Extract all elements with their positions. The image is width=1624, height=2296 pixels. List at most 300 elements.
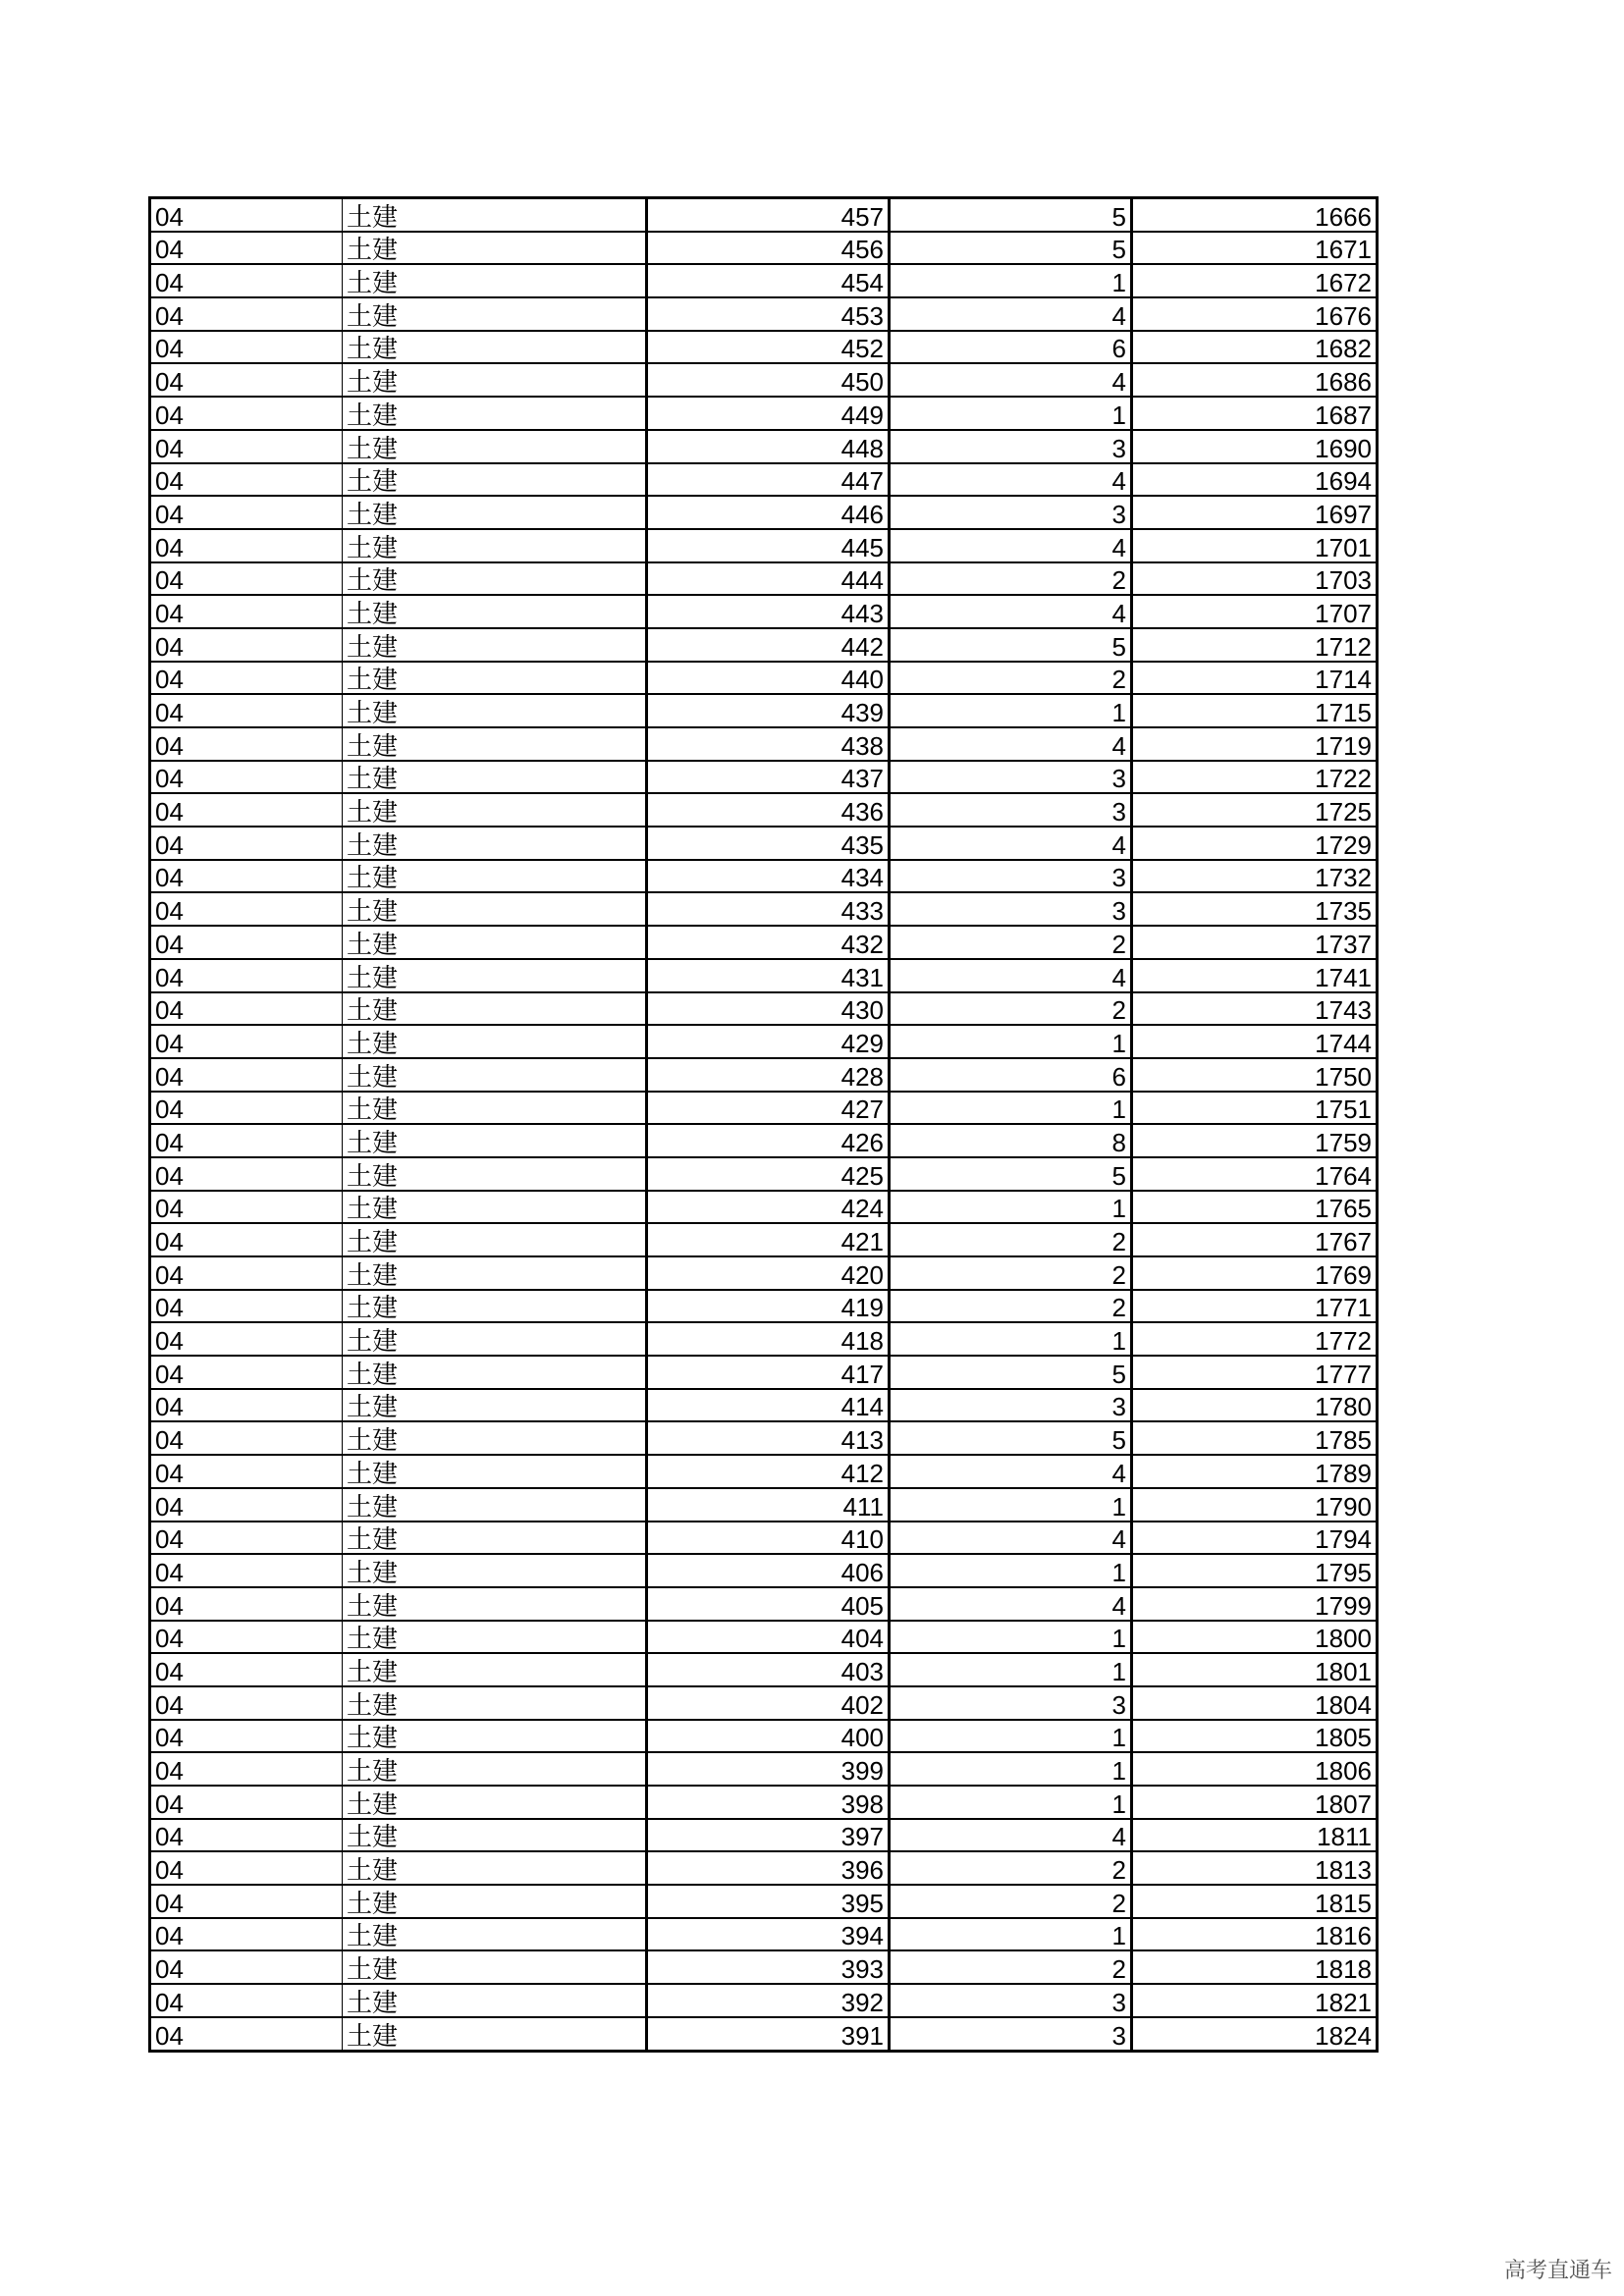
table-row <box>150 1223 1378 1256</box>
subject-cell: 土建 <box>343 232 647 265</box>
score-cell: 436 <box>647 793 890 827</box>
subject-cell: 土建 <box>343 595 647 628</box>
category-code-cell: 04 <box>150 397 343 430</box>
subject-cell: 土建 <box>343 1290 647 1323</box>
cumulative-cell: 1769 <box>1132 1256 1378 1290</box>
cumulative-cell: 1821 <box>1132 1984 1378 2017</box>
count-cell: 4 <box>890 827 1132 860</box>
cumulative-cell: 1777 <box>1132 1356 1378 1389</box>
count-cell: 6 <box>890 1058 1132 1092</box>
table-row <box>150 827 1378 860</box>
score-cell: 419 <box>647 1290 890 1323</box>
table-row <box>150 1389 1378 1422</box>
cumulative-cell: 1807 <box>1132 1786 1378 1819</box>
subject-cell: 土建 <box>343 662 647 695</box>
count-cell: 5 <box>890 1356 1132 1389</box>
count-cell: 1 <box>890 1092 1132 1125</box>
score-table-container <box>148 196 1376 2053</box>
score-cell: 440 <box>647 662 890 695</box>
count-cell: 4 <box>890 595 1132 628</box>
table-row <box>150 430 1378 463</box>
subject-cell: 土建 <box>343 1157 647 1191</box>
category-code-cell: 04 <box>150 1356 343 1389</box>
cumulative-cell: 1715 <box>1132 694 1378 727</box>
count-cell: 1 <box>890 1488 1132 1522</box>
subject-cell: 土建 <box>343 827 647 860</box>
score-cell: 391 <box>647 2017 890 2051</box>
subject-cell: 土建 <box>343 628 647 662</box>
score-cell: 454 <box>647 264 890 297</box>
score-cell: 425 <box>647 1157 890 1191</box>
cumulative-cell: 1799 <box>1132 1587 1378 1621</box>
subject-cell: 土建 <box>343 1686 647 1720</box>
subject-cell: 土建 <box>343 1421 647 1455</box>
count-cell: 1 <box>890 1621 1132 1654</box>
count-cell: 3 <box>890 496 1132 529</box>
subject-cell: 土建 <box>343 1786 647 1819</box>
count-cell: 5 <box>890 232 1132 265</box>
count-cell: 2 <box>890 1851 1132 1885</box>
category-code-cell: 04 <box>150 1092 343 1125</box>
subject-cell: 土建 <box>343 1124 647 1157</box>
cumulative-cell: 1805 <box>1132 1720 1378 1753</box>
subject-cell: 土建 <box>343 1322 647 1356</box>
cumulative-cell: 1687 <box>1132 397 1378 430</box>
category-code-cell: 04 <box>150 1421 343 1455</box>
category-code-cell: 04 <box>150 1058 343 1092</box>
cumulative-cell: 1686 <box>1132 363 1378 397</box>
category-code-cell: 04 <box>150 694 343 727</box>
table-row <box>150 992 1378 1026</box>
table-row <box>150 1885 1378 1918</box>
subject-cell: 土建 <box>343 529 647 562</box>
cumulative-cell: 1672 <box>1132 264 1378 297</box>
cumulative-cell: 1682 <box>1132 331 1378 364</box>
subject-cell: 土建 <box>343 2017 647 2051</box>
cumulative-cell: 1694 <box>1132 463 1378 497</box>
count-cell: 1 <box>890 264 1132 297</box>
score-cell: 392 <box>647 1984 890 2017</box>
score-cell: 443 <box>647 595 890 628</box>
category-code-cell: 04 <box>150 727 343 761</box>
subject-cell: 土建 <box>343 1950 647 1984</box>
category-code-cell: 04 <box>150 892 343 926</box>
table-row <box>150 761 1378 794</box>
score-cell: 420 <box>647 1256 890 1290</box>
score-cell: 448 <box>647 430 890 463</box>
score-table <box>148 196 1379 2053</box>
category-code-cell: 04 <box>150 959 343 992</box>
cumulative-cell: 1824 <box>1132 2017 1378 2051</box>
score-cell: 405 <box>647 1587 890 1621</box>
score-cell: 426 <box>647 1124 890 1157</box>
subject-cell: 土建 <box>343 860 647 893</box>
score-cell: 449 <box>647 397 890 430</box>
category-code-cell: 04 <box>150 1322 343 1356</box>
cumulative-cell: 1790 <box>1132 1488 1378 1522</box>
table-row <box>150 1720 1378 1753</box>
category-code-cell: 04 <box>150 562 343 596</box>
count-cell: 5 <box>890 198 1132 232</box>
cumulative-cell: 1818 <box>1132 1950 1378 1984</box>
table-row <box>150 463 1378 497</box>
subject-cell: 土建 <box>343 1389 647 1422</box>
count-cell: 2 <box>890 926 1132 959</box>
count-cell: 1 <box>890 1786 1132 1819</box>
subject-cell: 土建 <box>343 926 647 959</box>
table-row <box>150 496 1378 529</box>
cumulative-cell: 1671 <box>1132 232 1378 265</box>
table-row <box>150 1058 1378 1092</box>
subject-cell: 土建 <box>343 1885 647 1918</box>
count-cell: 4 <box>890 297 1132 331</box>
category-code-cell: 04 <box>150 1819 343 1852</box>
count-cell: 3 <box>890 761 1132 794</box>
cumulative-cell: 1722 <box>1132 761 1378 794</box>
score-table-body <box>150 198 1378 2052</box>
score-cell: 406 <box>647 1554 890 1587</box>
score-cell: 397 <box>647 1819 890 1852</box>
subject-cell: 土建 <box>343 1256 647 1290</box>
subject-cell: 土建 <box>343 264 647 297</box>
score-cell: 417 <box>647 1356 890 1389</box>
table-row <box>150 1025 1378 1058</box>
score-cell: 394 <box>647 1918 890 1951</box>
count-cell: 4 <box>890 727 1132 761</box>
table-row <box>150 727 1378 761</box>
category-code-cell: 04 <box>150 1290 343 1323</box>
cumulative-cell: 1785 <box>1132 1421 1378 1455</box>
subject-cell: 土建 <box>343 463 647 497</box>
cumulative-cell: 1767 <box>1132 1223 1378 1256</box>
score-cell: 429 <box>647 1025 890 1058</box>
cumulative-cell: 1759 <box>1132 1124 1378 1157</box>
cumulative-cell: 1772 <box>1132 1322 1378 1356</box>
table-row <box>150 1522 1378 1555</box>
score-cell: 456 <box>647 232 890 265</box>
cumulative-cell: 1815 <box>1132 1885 1378 1918</box>
subject-cell: 土建 <box>343 1223 647 1256</box>
cumulative-cell: 1795 <box>1132 1554 1378 1587</box>
score-cell: 452 <box>647 331 890 364</box>
score-cell: 402 <box>647 1686 890 1720</box>
score-cell: 396 <box>647 1851 890 1885</box>
count-cell: 4 <box>890 1819 1132 1852</box>
category-code-cell: 04 <box>150 793 343 827</box>
score-cell: 433 <box>647 892 890 926</box>
table-row <box>150 1984 1378 2017</box>
subject-cell: 土建 <box>343 1025 647 1058</box>
count-cell: 4 <box>890 1522 1132 1555</box>
count-cell: 2 <box>890 662 1132 695</box>
category-code-cell: 04 <box>150 232 343 265</box>
category-code-cell: 04 <box>150 1389 343 1422</box>
subject-cell: 土建 <box>343 1058 647 1092</box>
score-cell: 444 <box>647 562 890 596</box>
score-cell: 395 <box>647 1885 890 1918</box>
table-row <box>150 1256 1378 1290</box>
subject-cell: 土建 <box>343 1984 647 2017</box>
count-cell: 2 <box>890 1223 1132 1256</box>
score-cell: 427 <box>647 1092 890 1125</box>
category-code-cell: 04 <box>150 463 343 497</box>
count-cell: 3 <box>890 793 1132 827</box>
subject-cell: 土建 <box>343 761 647 794</box>
score-cell: 410 <box>647 1522 890 1555</box>
subject-cell: 土建 <box>343 992 647 1026</box>
count-cell: 2 <box>890 992 1132 1026</box>
count-cell: 3 <box>890 430 1132 463</box>
cumulative-cell: 1732 <box>1132 860 1378 893</box>
subject-cell: 土建 <box>343 331 647 364</box>
cumulative-cell: 1712 <box>1132 628 1378 662</box>
subject-cell: 土建 <box>343 1554 647 1587</box>
category-code-cell: 04 <box>150 1522 343 1555</box>
category-code-cell: 04 <box>150 1720 343 1753</box>
count-cell: 1 <box>890 1025 1132 1058</box>
score-cell: 450 <box>647 363 890 397</box>
count-cell: 4 <box>890 959 1132 992</box>
subject-cell: 土建 <box>343 397 647 430</box>
cumulative-cell: 1816 <box>1132 1918 1378 1951</box>
table-row <box>150 892 1378 926</box>
table-row <box>150 1191 1378 1224</box>
cumulative-cell: 1697 <box>1132 496 1378 529</box>
category-code-cell: 04 <box>150 761 343 794</box>
count-cell: 1 <box>890 1554 1132 1587</box>
table-row <box>150 1621 1378 1654</box>
cumulative-cell: 1690 <box>1132 430 1378 463</box>
category-code-cell: 04 <box>150 1191 343 1224</box>
category-code-cell: 04 <box>150 1488 343 1522</box>
score-cell: 424 <box>647 1191 890 1224</box>
table-row <box>150 1950 1378 1984</box>
category-code-cell: 04 <box>150 496 343 529</box>
cumulative-cell: 1771 <box>1132 1290 1378 1323</box>
count-cell: 5 <box>890 1421 1132 1455</box>
score-cell: 398 <box>647 1786 890 1819</box>
category-code-cell: 04 <box>150 2017 343 2051</box>
table-row <box>150 232 1378 265</box>
count-cell: 1 <box>890 397 1132 430</box>
watermark: 高考直通车 <box>1503 2259 1612 2283</box>
subject-cell: 土建 <box>343 959 647 992</box>
cumulative-cell: 1714 <box>1132 662 1378 695</box>
score-cell: 421 <box>647 1223 890 1256</box>
count-cell: 1 <box>890 1720 1132 1753</box>
table-row <box>150 529 1378 562</box>
cumulative-cell: 1751 <box>1132 1092 1378 1125</box>
subject-cell: 土建 <box>343 1356 647 1389</box>
subject-cell: 土建 <box>343 1488 647 1522</box>
category-code-cell: 04 <box>150 1950 343 1984</box>
count-cell: 2 <box>890 1256 1132 1290</box>
score-cell: 457 <box>647 198 890 232</box>
table-row <box>150 297 1378 331</box>
score-cell: 434 <box>647 860 890 893</box>
table-row <box>150 1157 1378 1191</box>
subject-cell: 土建 <box>343 1918 647 1951</box>
score-cell: 414 <box>647 1389 890 1422</box>
score-cell: 437 <box>647 761 890 794</box>
score-cell: 418 <box>647 1322 890 1356</box>
category-code-cell: 04 <box>150 926 343 959</box>
cumulative-cell: 1765 <box>1132 1191 1378 1224</box>
count-cell: 1 <box>890 1918 1132 1951</box>
score-cell: 399 <box>647 1752 890 1786</box>
category-code-cell: 04 <box>150 430 343 463</box>
category-code-cell: 04 <box>150 992 343 1026</box>
table-row <box>150 1356 1378 1389</box>
subject-cell: 土建 <box>343 430 647 463</box>
category-code-cell: 04 <box>150 1554 343 1587</box>
table-row <box>150 1290 1378 1323</box>
table-row <box>150 363 1378 397</box>
cumulative-cell: 1729 <box>1132 827 1378 860</box>
cumulative-cell: 1806 <box>1132 1752 1378 1786</box>
cumulative-cell: 1725 <box>1132 793 1378 827</box>
subject-cell: 土建 <box>343 198 647 232</box>
score-cell: 430 <box>647 992 890 1026</box>
category-code-cell: 04 <box>150 860 343 893</box>
subject-cell: 土建 <box>343 892 647 926</box>
score-cell: 428 <box>647 1058 890 1092</box>
cumulative-cell: 1701 <box>1132 529 1378 562</box>
table-row <box>150 694 1378 727</box>
category-code-cell: 04 <box>150 1455 343 1488</box>
cumulative-cell: 1707 <box>1132 595 1378 628</box>
count-cell: 5 <box>890 1157 1132 1191</box>
score-cell: 445 <box>647 529 890 562</box>
category-code-cell: 04 <box>150 1256 343 1290</box>
table-row <box>150 198 1378 232</box>
cumulative-cell: 1743 <box>1132 992 1378 1026</box>
table-row <box>150 1554 1378 1587</box>
category-code-cell: 04 <box>150 1653 343 1686</box>
table-row <box>150 1752 1378 1786</box>
subject-cell: 土建 <box>343 694 647 727</box>
cumulative-cell: 1811 <box>1132 1819 1378 1852</box>
score-cell: 411 <box>647 1488 890 1522</box>
table-row <box>150 662 1378 695</box>
table-row <box>150 331 1378 364</box>
score-cell: 439 <box>647 694 890 727</box>
table-row <box>150 2017 1378 2051</box>
subject-cell: 土建 <box>343 1092 647 1125</box>
table-row <box>150 1488 1378 1522</box>
category-code-cell: 04 <box>150 1851 343 1885</box>
cumulative-cell: 1789 <box>1132 1455 1378 1488</box>
cumulative-cell: 1800 <box>1132 1621 1378 1654</box>
subject-cell: 土建 <box>343 1819 647 1852</box>
cumulative-cell: 1794 <box>1132 1522 1378 1555</box>
cumulative-cell: 1764 <box>1132 1157 1378 1191</box>
cumulative-cell: 1801 <box>1132 1653 1378 1686</box>
table-row <box>150 595 1378 628</box>
count-cell: 1 <box>890 694 1132 727</box>
cumulative-cell: 1750 <box>1132 1058 1378 1092</box>
score-cell: 447 <box>647 463 890 497</box>
table-row <box>150 1587 1378 1621</box>
table-row <box>150 1455 1378 1488</box>
table-row <box>150 959 1378 992</box>
count-cell: 1 <box>890 1191 1132 1224</box>
category-code-cell: 04 <box>150 363 343 397</box>
subject-cell: 土建 <box>343 793 647 827</box>
count-cell: 3 <box>890 892 1132 926</box>
table-row <box>150 264 1378 297</box>
count-cell: 3 <box>890 1984 1132 2017</box>
category-code-cell: 04 <box>150 827 343 860</box>
subject-cell: 土建 <box>343 1587 647 1621</box>
score-cell: 412 <box>647 1455 890 1488</box>
count-cell: 1 <box>890 1653 1132 1686</box>
table-row <box>150 1819 1378 1852</box>
category-code-cell: 04 <box>150 1686 343 1720</box>
subject-cell: 土建 <box>343 1455 647 1488</box>
table-row <box>150 860 1378 893</box>
subject-cell: 土建 <box>343 1653 647 1686</box>
score-cell: 413 <box>647 1421 890 1455</box>
count-cell: 4 <box>890 363 1132 397</box>
cumulative-cell: 1719 <box>1132 727 1378 761</box>
count-cell: 3 <box>890 2017 1132 2051</box>
count-cell: 2 <box>890 1290 1132 1323</box>
cumulative-cell: 1813 <box>1132 1851 1378 1885</box>
cumulative-cell: 1780 <box>1132 1389 1378 1422</box>
score-cell: 431 <box>647 959 890 992</box>
table-row <box>150 1124 1378 1157</box>
cumulative-cell: 1741 <box>1132 959 1378 992</box>
score-cell: 403 <box>647 1653 890 1686</box>
count-cell: 3 <box>890 860 1132 893</box>
table-row <box>150 1786 1378 1819</box>
table-row <box>150 1653 1378 1686</box>
category-code-cell: 04 <box>150 1587 343 1621</box>
count-cell: 2 <box>890 1885 1132 1918</box>
category-code-cell: 04 <box>150 1025 343 1058</box>
category-code-cell: 04 <box>150 1918 343 1951</box>
score-cell: 432 <box>647 926 890 959</box>
subject-cell: 土建 <box>343 496 647 529</box>
category-code-cell: 04 <box>150 662 343 695</box>
count-cell: 3 <box>890 1389 1132 1422</box>
score-cell: 446 <box>647 496 890 529</box>
table-row <box>150 562 1378 596</box>
subject-cell: 土建 <box>343 727 647 761</box>
cumulative-cell: 1735 <box>1132 892 1378 926</box>
score-cell: 438 <box>647 727 890 761</box>
count-cell: 4 <box>890 463 1132 497</box>
cumulative-cell: 1737 <box>1132 926 1378 959</box>
table-row <box>150 1851 1378 1885</box>
count-cell: 4 <box>890 529 1132 562</box>
category-code-cell: 04 <box>150 264 343 297</box>
subject-cell: 土建 <box>343 562 647 596</box>
score-cell: 400 <box>647 1720 890 1753</box>
count-cell: 4 <box>890 1587 1132 1621</box>
cumulative-cell: 1804 <box>1132 1686 1378 1720</box>
category-code-cell: 04 <box>150 1621 343 1654</box>
subject-cell: 土建 <box>343 363 647 397</box>
category-code-cell: 04 <box>150 1885 343 1918</box>
category-code-cell: 04 <box>150 1752 343 1786</box>
count-cell: 1 <box>890 1752 1132 1786</box>
category-code-cell: 04 <box>150 1157 343 1191</box>
subject-cell: 土建 <box>343 1621 647 1654</box>
count-cell: 4 <box>890 1455 1132 1488</box>
table-row <box>150 793 1378 827</box>
